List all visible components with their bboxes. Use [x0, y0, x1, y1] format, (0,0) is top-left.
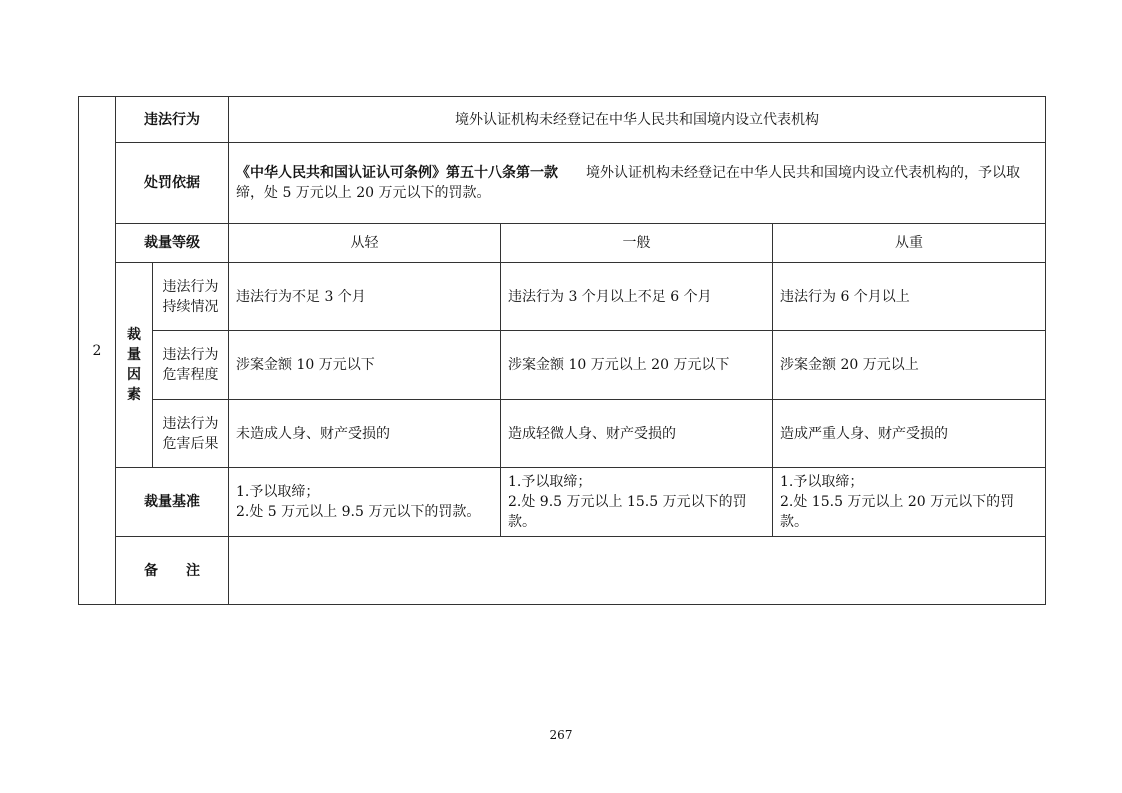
factor-consequence-light: 未造成人身、财产受损的 — [229, 400, 501, 468]
standard-heavy: 1.予以取缔； 2.处 15.5 万元以上 20 万元以下的罚款。 — [773, 468, 1046, 537]
item-number: 2 — [79, 97, 116, 605]
violation-label: 违法行为 — [116, 97, 229, 143]
basis-text: 境外认证机构未经登记在中华人民共和国境内设立代表机构的，予以取缔，处 5 万元以上 20 万元以下的罚款。 — [236, 165, 1020, 201]
violation-text: 境外认证机构未经登记在中华人民共和国境内设立代表机构 — [229, 97, 1046, 143]
standard-light: 1.予以取缔； 2.处 5 万元以上 9.5 万元以下的罚款。 — [229, 468, 501, 537]
basis-title: 《中华人民共和国认证认可条例》第五十八条第一款 — [236, 165, 558, 181]
factor-name-duration: 违法行为 持续情况 — [153, 263, 229, 331]
levels-label: 裁量等级 — [116, 224, 229, 263]
standard-normal: 1.予以取缔； 2.处 9.5 万元以上 15.5 万元以下的罚款。 — [501, 468, 773, 537]
remarks-label: 备 注 — [116, 537, 229, 605]
factor-consequence-normal: 造成轻微人身、财产受损的 — [501, 400, 773, 468]
basis-label: 处罚依据 — [116, 143, 229, 224]
factor-severity-normal: 涉案金额 10 万元以上 20 万元以下 — [501, 331, 773, 400]
remarks-text — [229, 537, 1046, 605]
basis-content — [229, 143, 1046, 224]
factor-consequence-heavy: 造成严重人身、财产受损的 — [773, 400, 1046, 468]
level-light: 从轻 — [229, 224, 501, 263]
factor-severity-heavy: 涉案金额 20 万元以上 — [773, 331, 1046, 400]
level-heavy: 从重 — [773, 224, 1046, 263]
factor-name-severity: 违法行为 危害程度 — [153, 331, 229, 400]
factor-severity-light: 涉案金额 10 万元以下 — [229, 331, 501, 400]
factor-duration-heavy: 违法行为 6 个月以上 — [773, 263, 1046, 331]
standard-label: 裁量基准 — [116, 468, 229, 537]
factor-duration-normal: 违法行为 3 个月以上不足 6 个月 — [501, 263, 773, 331]
level-normal: 一般 — [501, 224, 773, 263]
page-number: 267 — [549, 728, 573, 742]
factor-name-consequence: 违法行为 危害后果 — [153, 400, 229, 468]
factors-label: 裁 量 因 素 — [116, 263, 153, 468]
factor-duration-light: 违法行为不足 3 个月 — [229, 263, 501, 331]
basis-spacer — [558, 165, 586, 181]
penalty-table — [78, 96, 1046, 605]
